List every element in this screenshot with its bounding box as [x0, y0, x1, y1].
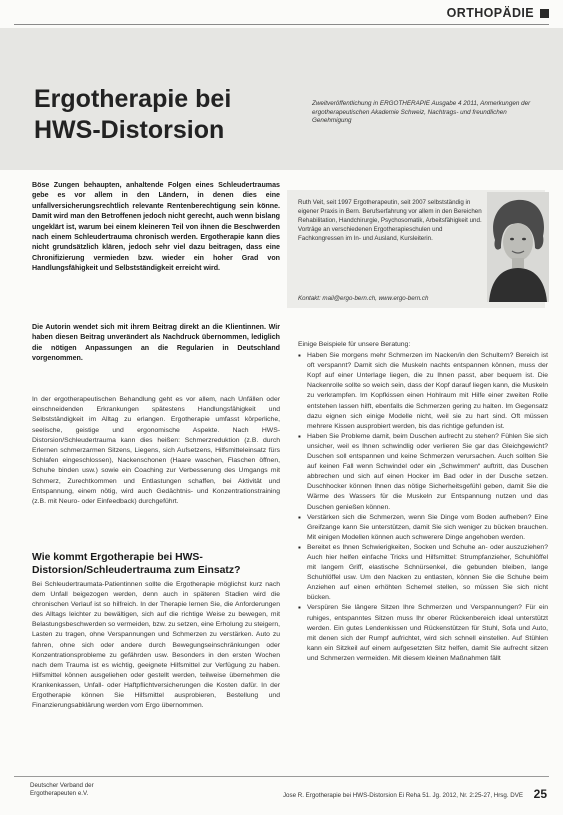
footer-organization [30, 782, 94, 798]
examples-list [298, 351, 548, 664]
title-line-2: HWS-Distorsion [34, 116, 225, 144]
editor-note-paragraph: Die Autorin wendet sich mit ihrem Beitrag direkt an die Klientinnen. Wir haben diesen Beitrag unverändert als Nachdruck übernommen, lediglich die nötigen Anpassungen an die Regularien in Deutschland vorgenommen. [32, 323, 280, 363]
list-item: ▪ Haben Sie morgens mehr Schmerzen im Nacken/in den Schultern? Bereich ist oft verspannt? Damit sich die Muskeln nachts entspannen können, muss der Kopf auf einer Unterlage liegen, die zu Ihnen passt, aber bequem ist. Die Nackenrolle sollte so weich sein, dass der Kopf darauf liegen kann, die Muskeln zu verkrampfen. Im Kopfkissen einen Hohlraum mit Hilfe einer zweiten Rolle entstehen lassen hilft, ebenfalls die Schmerzen gering zu halten. Im Gegensatz dazu eignen sich einige Modelle nicht, weil sie zu hart sind. Oft müssen mehrere Kissen ausprobiert werden, bis das richtige gefunden ist. [298, 351, 548, 432]
list-item: ▪ Haben Sie Probleme damit, beim Duschen aufrecht zu stehen? Fühlen Sie sich unsicher, weil es Ihnen schwindlig oder verlieren Sie gar das Gleichgewicht? Duschen soll entspannen und keine Schmerzen verursachen. Auch sollten Sie auf keinen Fall wenn Schwindel oder ein „Schwimmen“ auftritt, das Duschen abbrechen und sich auf einen Hocker im Bad oder in der Dusche setzen. Duschhocker können Ihnen das nötige Sicherheitsgefühl geben, damit Sie die Wärme des Wassers für die Muskeln zur Entspannung nutzen und das Duschen genießen können. [298, 432, 548, 513]
author-contact: Kontakt: mail@ergo-bern.ch, www.ergo-bern.ch [298, 295, 429, 302]
author-photo [487, 192, 549, 302]
top-divider [14, 24, 549, 25]
footer-org-line-2: Ergotherapeuten e.V. [30, 790, 89, 797]
footer-org-line-1: Deutscher Verband der [30, 782, 94, 789]
intro-paragraph: In der ergotherapeutischen Behandlung geht es vor allem, nach Unfällen oder einschneidenden Erkrankungen spätestens Handlungsfähigkeit und Selbstständigkeit im Alltag zu erlangen. Ergotherapie umfasst körperliche, seelische, geistige und ergonomische Aspekte. Nach HWS-Distorsion/Schleudertrauma kann dies heißen: Schmerzreduktion (z.B. durch Erlernen schmerzarmen Sitzens, Liegens, sich Aufsetzens, Hilfsmitteleinsatz fürs Schlafen eingeschlossen), Nackenschonen (Haare waschen, Flaschen öffnen, Schuhe binden usw.) sowie ein Coaching zur Verbesserung des Umgangs mit Schmerz, Zurechtkommen und Entlastungen schaffen, bei Aktivität und Entspannung, einem nötig, wird auch Gedächtnis- und Konzentrationstraining (z.B. mit Neuro- oder Einfeedback) durchgeführt. [32, 396, 280, 506]
examples-intro: Einige Beispiele für unsere Beratung: [298, 341, 411, 348]
author-bio: Ruth Veit, seit 1997 Ergotherapeutin, seit 2007 selbstständig in eigener Praxis in Bern. Berufserfahrung vor allem in den Bereichen Rehabilitation, Handchirurgie, Psychosomatik, Arbeitsfähigkeit und. Vorträge an verschiedenen Ergotherapieschulen und Fachkongressen im In- und Ausland, Kursleiterin. [298, 199, 482, 243]
body-paragraph-left: Bei Schleudertraumata-Patientinnen sollte die Ergotherapie möglichst kurz nach dem Unfall beigezogen werden, denn auch in späteren Stadien wird die chronischen Verlauf ist so hilfreich. In der Therapie lernen Sie, die Anforderungen des Alltags leichter zu bewältigen, sich auf die richtige Weise zu bewegen, mit Belastungsbeschwerden so vermeiden, bzw. zu setzen, eine Erholung zu steigern, Lasten zu tragen, ohne Verspannungen und Schmerzen zu verstärken. Auto zu fahren, ohne sich oder andere durch Bewegungseinschränkungen oder Konzentrationsprobleme zu gefährden usw. Besonders in den ersten Wochen nach dem Trauma ist es wichtig, geeignete Hilfsmittel zur Verfügung zu haben. Hilfsmittel können ausgeliehen oder gestellt werden, teilweise übernehmen die Krankenkassen, Unfall- oder Haftpflichtversicherungen die Kosten dafür. In der Ergotherapie können Sie Hilfsmittel ausprobieren, Bestellung und Finanzierungsabklärung werden vom Ergo übernommen. [32, 581, 280, 710]
publication-note: Zweitveröffentlichung in ERGOTHERAPIE Ausgabe 4 2011, Anmerkungen der ergotherapeutischen Akademie Schweiz, Nachtrags- und freundlichen Genehmigung [312, 100, 531, 125]
list-item: ▪ Verstärken sich die Schmerzen, wenn Sie Dinge vom Boden aufheben? Eine Greifzange kann Sie unterstützen, damit Sie sich weniger zu bücken brauchen. Mit einigen Modellen können auch schwerere Dinge angehoben werden. [298, 513, 548, 543]
page-number: 25 [533, 787, 547, 801]
title-line-1: Ergotherapie bei [34, 85, 232, 113]
list-item: ▪ Bereitet es Ihnen Schwierigkeiten, Socken und Schuhe an- oder auszuziehen? Auch hier helfen einfache Tricks und Hilfsmittel: Strumpfanzieher, Schuhlöffel mit langem Griff, elastische Schnürsenkel, die gebunden bleiben, lange Schuhlöffel usw. Um den Nacken zu entlasten, können Sie die Schuhe beim Anziehen auf einen erhöhten Schemel stellen, so müssen Sie sich nicht bücken. [298, 543, 548, 604]
right-column [298, 340, 548, 664]
list-item: ▪ Verspüren Sie längere Sitzen Ihre Schmerzen und Verspannungen? Für ein ruhiges, entspanntes Sitzen muss Ihr oberer Rückenbereich ideal unterstützt werden. Ein gutes Lendenkissen und Rückenstützen für Stuhl, Sofa und Auto, mit denen sich der Rumpf aufrichtet, wird sich schnell einstellen. Auf Stühlen kann ein Sitzkeil auf einem aufgesetzten Sitz helfen, damit Sie aufrecht sitzen und Schmerzen vermeiden. Mit diesem kleinen Maßnahmen fällt [298, 603, 548, 664]
section-label [447, 6, 549, 20]
footer-citation: Jose R. Ergotherapie bei HWS-Distorsion Ei Reha 51. Jg. 2012, Nr. 2:25-27, Hrsg. DVE [282, 792, 523, 799]
section-label-text: ORTHOPÄDIE [446, 6, 534, 20]
square-icon [540, 9, 549, 18]
article-title [34, 84, 231, 146]
lead-paragraph: Böse Zungen behaupten, anhaltende Folgen eines Schleudertraumas gebe es vor allem in den Ländern, in denen dies eine unfallversicherungsrechtlich relevante Rentenberechtigung sein könne. Damit wird man den Betroffenen jedoch nicht gerecht, auch wenn bislang ungeklärt ist, warum bei einem kleineren Teil von ihnen die Beschwerden nach einem Schleudertrauma chronisch werden. Ergotherapie kann dies nicht grundsätzlich klären, jedoch sehr viel dazu beitragen, dass eine Chronifizierung vermieden bzw. wieder ein hoher Grad von Handlungsfähigkeit und Selbstständigkeit erreicht wird. [32, 181, 280, 273]
bottom-divider [14, 776, 549, 777]
section-heading: Wie kommt Ergotherapie bei HWS-Distorsion/Schleudertrauma zum Einsatz? [32, 552, 241, 576]
